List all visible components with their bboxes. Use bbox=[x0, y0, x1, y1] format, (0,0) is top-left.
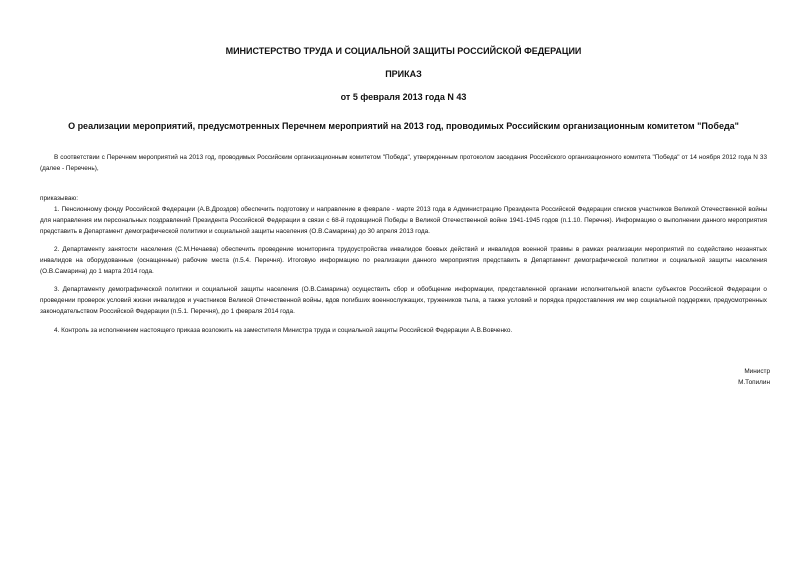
order-word: приказываю: bbox=[40, 195, 78, 202]
order-item-2: 2. Департаменту занятости населения (С.М.Нечаева) обеспечить проведение мониторинга трудоустройства инвалидов боевых действий и инвалидов военной травмы в рамках реализации мероприятий по содействию незанятых инвалидов на оборудованные (оснащенные) рабочие места (п.5.4. Перечня). Итоговую информацию по реализации данного мероприятия представить в Департамент демографической политики и социальной защиты населения (О.В.Самарина) до 1 марта 2014 года. bbox=[40, 246, 767, 275]
order-item-4: 4. Контроль за исполнением настоящего приказа возложить на заместителя Министра труда и социальной защиты Российской Федерации А.В.Вовченко. bbox=[54, 327, 513, 334]
order-subject: О реализации мероприятий, предусмотренных Перечнем мероприятий на 2013 год, проводимых Российским организационным комитетом "Победа" bbox=[68, 121, 739, 131]
order-item-1: 1. Пенсионному фонду Российской Федерации (А.В.Дроздов) обеспечить подготовку и направление в феврале - марте 2013 года в Администрацию Президента Российской Федерации списков участников Великой Отечественной войны для направления им персональных поздравлений Президента Российской Федерации в связи с 68-й годовщиной Победы в Великой Отечественной войне 1941-1945 годов (п.1.10. Перечня). Информацию о выполнении данного мероприятия представить в Департамент демографической политики и социальной защиты населения (О.В.Самарина) до 30 апреля 2013 года. bbox=[40, 206, 767, 235]
signature-name: М.Топилин bbox=[738, 379, 770, 386]
order-title: ПРИКАЗ bbox=[385, 69, 422, 79]
order-item-3: 3. Департаменту демографической политики и социальной защиты населения (О.В.Самарина) осуществить сбор и обобщение информации, представленной органами исполнительной власти субъектов Российской Федерации о проведении проверок условий жизни инвалидов и участников Великой Отечественной войны, вдов погибших военнослужащих, тружеников тыла, а также условий и порядка предоставления им мер социальной поддержки, предусмотренных законодательством Российской Федерации (п.5.1. Перечня), до 1 февраля 2014 года. bbox=[40, 286, 767, 315]
signature-position: Министр bbox=[744, 368, 770, 375]
ministry-heading: МИНИСТЕРСТВО ТРУДА И СОЦИАЛЬНОЙ ЗАЩИТЫ РОССИЙСКОЙ ФЕДЕРАЦИИ bbox=[225, 46, 582, 56]
signature-block bbox=[738, 366, 770, 388]
order-date: от 5 февраля 2013 года N 43 bbox=[340, 92, 467, 102]
intro-paragraph: В соответствии с Перечнем мероприятий на 2013 год, проводимых Российским организационным комитетом "Победа", утвержденным протоколом заседания Российского организационного комитета "Победа" от 14 ноября 2012 года N 33 (далее - Перечень), bbox=[40, 154, 767, 172]
